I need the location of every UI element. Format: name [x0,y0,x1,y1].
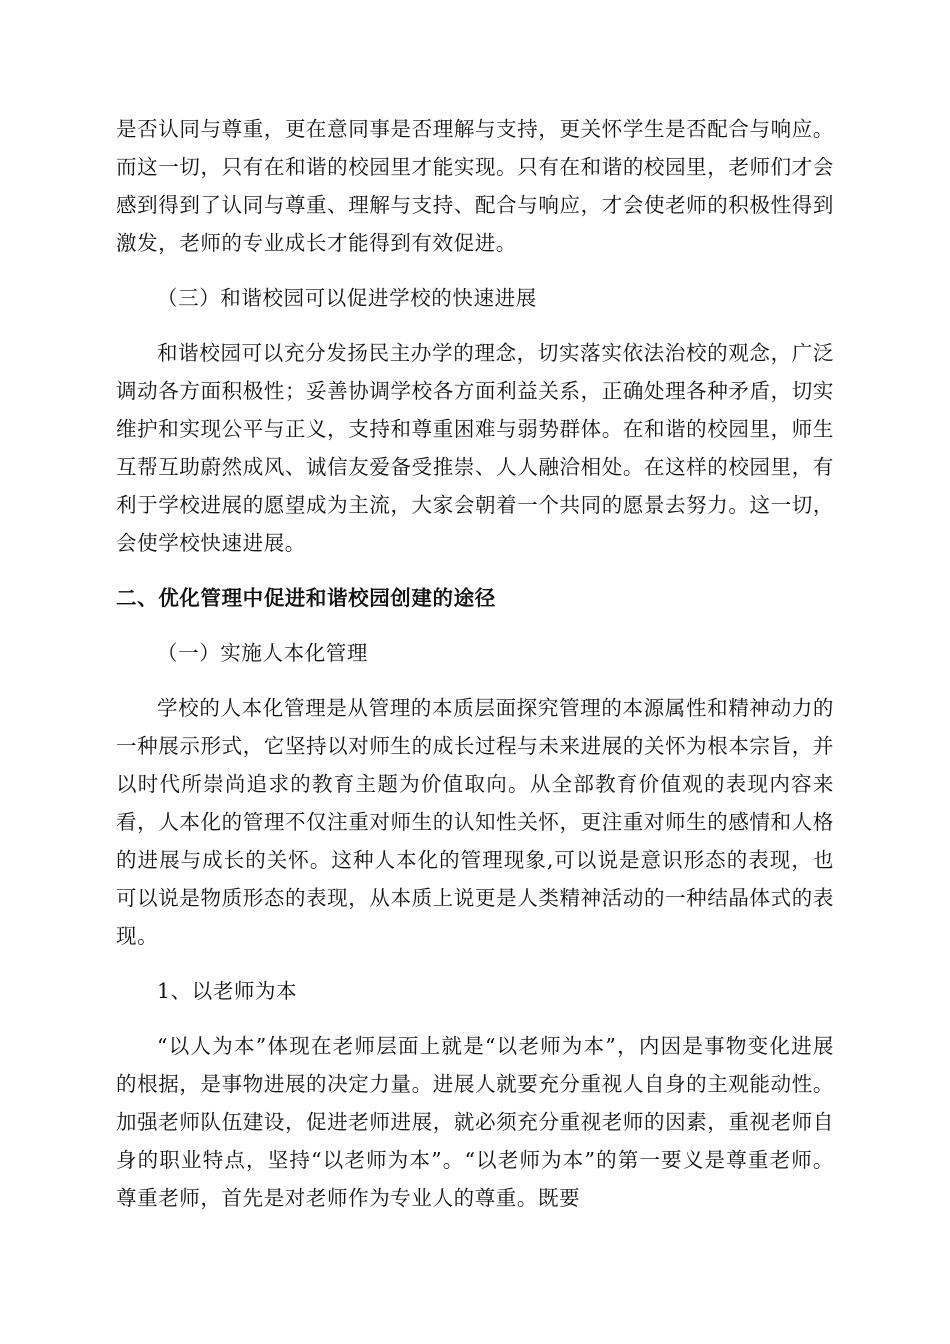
section-heading-one: （一）实施人本化管理 [157,641,368,665]
paragraph-harmonious-campus: 和谐校园可以充分发扬民主办学的理念，切实落实依法治校的观念，广泛调动各方面积极性；妥善协调学校各方面利益关系，正确处理各种矛盾，切实维护和实现公平与正义，支持和尊重困难与弱势群体。在和谐的校园里，师生互帮互助蔚然成风、诚信友爱备受推崇、人人融洽相处。在这样的校园里，有利于学校进展的愿望成为主流，大家会朝着一个共同的愿景去努力。这一切，会使学校快速进展。 [116,341,834,555]
paragraph-continued: 是否认同与尊重，更在意同事是否理解与支持，更关怀学生是否配合与响应。而这一切，只有在和谐的校园里才能实现。只有在和谐的校园里，老师们才会感到得到了认同与尊重、理解与支持、配合与响应，才会使老师的积极性得到激发，老师的专业成长才能得到有效促进。 [116,117,834,255]
item-heading-teacher-based: 1、以老师为本 [157,979,298,1003]
chapter-heading-two: 二、优化管理中促进和谐校园创建的途径 [116,586,496,610]
paragraph-teacher-based: “以人为本”体现在老师层面上就是“以老师为本”，内因是事物变化进展的根据，是事物进展的决定力量。进展人就要充分重视人自身的主观能动性。加强老师队伍建设，促进老师进展，就必须充分重视老师的因素，重视老师自身的职业特点，坚持“以老师为本”。“以老师为本”的第一要义是尊重老师。尊重老师，首先是对老师作为专业人的尊重。既要 [116,1034,834,1210]
section-heading-three: （三）和谐校园可以促进学校的快速进展 [157,286,537,310]
document-body [116,110,834,1234]
paragraph-humanistic-management: 学校的人本化管理是从管理的本质层面探究管理的本源属性和精神动力的一种展示形式，它坚持以对师生的成长过程与未来进展的关怀为根本宗旨，并以时代所崇尚追求的教育主题为价值取向。从全部教育价值观的表现内容来看，人本化的管理不仅注重对师生的认知性关怀，更注重对师生的感情和人格的进展与成长的关怀。这种人本化的管理现象,可以说是意识形态的表现，也可以说是物质形态的表现，从本质上说更是人类精神活动的一种结晶体式的表现。 [116,696,834,948]
